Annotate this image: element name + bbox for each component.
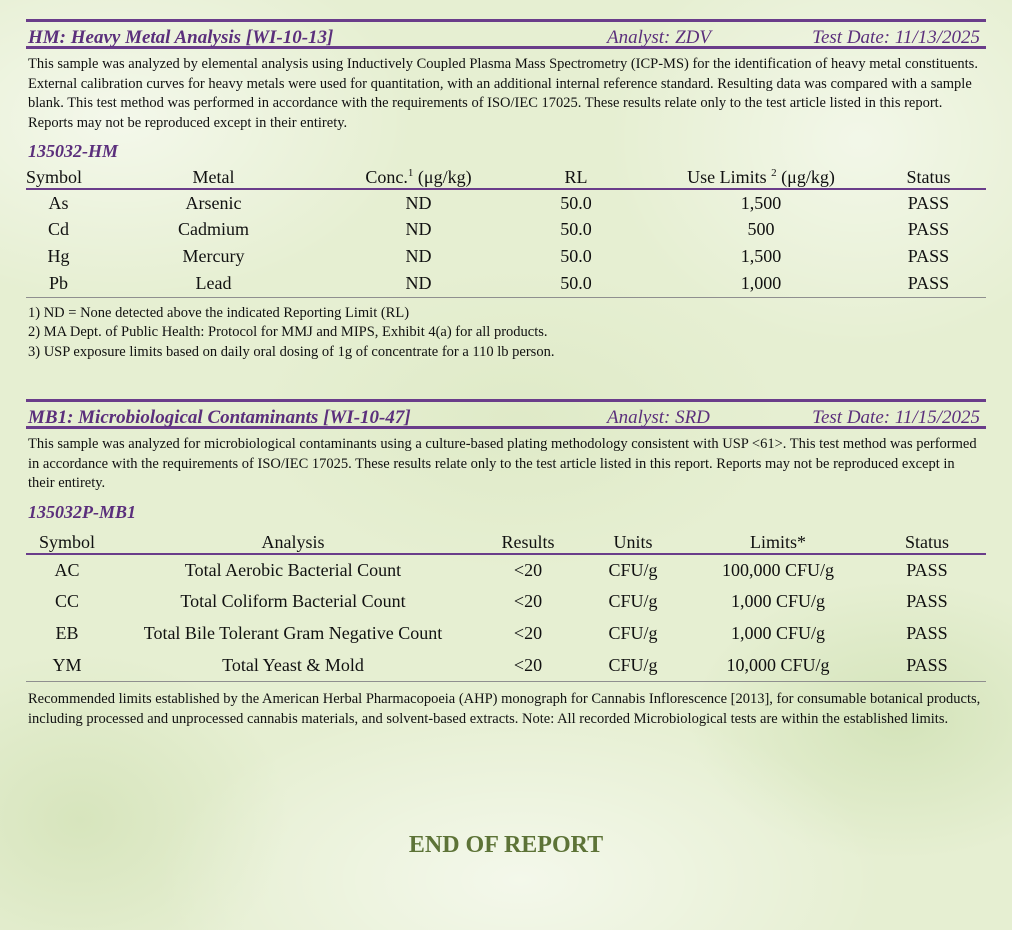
analysis-cell: Total Aerobic Bacterial Count — [184, 559, 402, 580]
conc-cell: ND — [405, 246, 432, 266]
status-cell: PASS — [906, 559, 948, 580]
result-cell: <20 — [478, 650, 578, 682]
analysis-cell: Total Yeast & Mold — [108, 650, 478, 682]
heavy-metal-analyst: Analyst: ZDV — [607, 27, 711, 48]
conc-cell: ND — [336, 270, 501, 297]
status-cell: PASS — [871, 270, 986, 297]
table-row — [26, 554, 986, 586]
col-symbol: Symbol — [26, 164, 91, 189]
result-cell: <20 — [513, 559, 543, 580]
table-row — [26, 216, 986, 243]
table-row — [26, 650, 986, 682]
status-cell: PASS — [906, 591, 948, 611]
symbol-cell: Hg — [47, 246, 70, 266]
symbol-cell: EB — [55, 623, 79, 643]
limit-cell: 100,000 CFU/g — [721, 559, 835, 580]
units-cell: CFU/g — [608, 591, 658, 611]
microbiological-table — [26, 529, 986, 683]
col-results: Results — [478, 529, 578, 554]
limit-cell: 1,000 — [651, 270, 871, 297]
rl-cell: 50.0 — [560, 246, 592, 266]
rl-cell: 50.0 — [560, 192, 592, 213]
status-cell: PASS — [907, 219, 950, 239]
result-cell: <20 — [513, 623, 543, 643]
symbol-cell: CC — [54, 591, 79, 611]
microbiological-analyst: Analyst: SRD — [607, 407, 710, 428]
heavy-metal-notes — [26, 304, 986, 363]
microbiological-title: MB1: Microbiological Contaminants [WI-10-47] — [28, 407, 411, 428]
note-line: 2) MA Dept. of Public Health: Protocol for MMJ and MIPS, Exhibit 4(a) for all products. — [28, 324, 548, 340]
heavy-metal-title: HM: Heavy Metal Analysis [WI-10-13] — [28, 27, 334, 48]
table-row — [26, 618, 986, 650]
end-of-report: END OF REPORT — [408, 832, 604, 858]
microbiological-note: Recommended limits established by the American Herbal Pharmacopoeia (AHP) monograph for Cannabis Inflorescence [2013], for consumable botanical products, including processed and unprocessed cannabis materials, and solvent-based extracts. Note: All recorded Microbiological tests are within the established limits. — [28, 691, 981, 727]
heavy-metal-description: This sample was analyzed by elemental analysis using Inductively Coupled Plasma Mass Spectrometry (ICP-MS) for the identification of heavy metal constituents. External calibration curves for heavy metals were used for quantitation, with an additional internal reference standard. Resulting data was compared with a sample blank. This test method was performed in accordance with the requirements of ISO/IEC 17025. These results relate only to the test article listed in this report. Reports may not be reproduced except in their entirety. — [28, 56, 978, 131]
units-cell: CFU/g — [608, 559, 658, 580]
limit-cell: 1,000 CFU/g — [730, 623, 826, 643]
microbiological-description: This sample was analyzed for microbiological contaminants using a culture-based plating methodology consistent with USP <61>. This test method was performed in accordance with the requirements of ISO/IEC 17025. These results relate only to the test article listed in this report. Reports may not be reproduced except in their entirety. — [28, 436, 977, 491]
metal-cell: Mercury — [182, 246, 245, 266]
heavy-metal-sample-id: 135032-HM — [28, 141, 118, 161]
microbiological-header — [26, 399, 986, 429]
limit-cell: 1,500 — [740, 192, 782, 213]
analysis-cell: Total Bile Tolerant Gram Negative Count — [143, 623, 443, 643]
metal-cell: Arsenic — [185, 192, 242, 213]
status-cell: PASS — [906, 623, 948, 643]
status-cell: PASS — [907, 246, 950, 266]
col-rl: RL — [501, 164, 651, 189]
col-conc: Conc.$^1$ (μg/kg) — [336, 164, 501, 189]
col-use-limits: Use Limits $^2$ (μg/kg) — [651, 164, 871, 189]
status-cell: PASS — [868, 650, 986, 682]
col-status: Status — [871, 164, 986, 189]
symbol-cell: YM — [26, 650, 108, 682]
microbiological-section — [26, 399, 986, 729]
note-line: 3) USP exposure limits based on daily oral dosing of 1g of concentrate for a 110 lb person. — [28, 343, 555, 360]
metal-cell: Cadmium — [178, 219, 249, 239]
heavy-metal-test-date: Test Date: 11/13/2025 — [812, 27, 980, 48]
metal-cell: Lead — [91, 270, 336, 297]
limit-cell: 10,000 CFU/g — [688, 650, 868, 682]
heavy-metal-table — [26, 164, 986, 298]
rl-cell: 50.0 — [501, 270, 651, 297]
table-row — [26, 586, 986, 618]
col-status: Status — [868, 529, 986, 554]
conc-cell: ND — [405, 192, 432, 213]
limit-cell: 1,500 — [740, 246, 782, 266]
rl-cell: 50.0 — [560, 219, 592, 239]
units-cell: CFU/g — [578, 650, 688, 682]
table-row — [26, 243, 986, 270]
microbiological-header-row — [26, 529, 986, 554]
col-limits: Limits* — [688, 529, 868, 554]
col-analysis: Analysis — [108, 529, 478, 554]
col-symbol: Symbol — [26, 529, 108, 554]
heavy-metal-header — [26, 19, 986, 49]
note-line: 1) ND = None detected above the indicated Reporting Limit (RL) — [28, 304, 410, 321]
analysis-cell: Total Coliform Bacterial Count — [180, 591, 406, 611]
microbiological-test-date: Test Date: 11/15/2025 — [812, 407, 980, 428]
status-cell: PASS — [907, 192, 950, 213]
heavy-metal-section — [26, 19, 986, 362]
symbol-cell: Pb — [26, 270, 91, 297]
col-metal: Metal — [91, 164, 336, 189]
table-row — [26, 270, 986, 297]
limit-cell: 1,000 CFU/g — [730, 591, 826, 611]
heavy-metal-header-row — [26, 164, 986, 189]
conc-cell: ND — [405, 219, 432, 239]
symbol-cell: Cd — [47, 219, 69, 239]
symbol-cell: As — [48, 192, 69, 213]
table-row — [26, 189, 986, 216]
col-units: Units — [578, 529, 688, 554]
limit-cell: 500 — [747, 219, 775, 239]
units-cell: CFU/g — [608, 623, 658, 643]
microbiological-sample-id: 135032P-MB1 — [28, 501, 136, 522]
symbol-cell: AC — [54, 559, 80, 580]
result-cell: <20 — [513, 591, 543, 611]
